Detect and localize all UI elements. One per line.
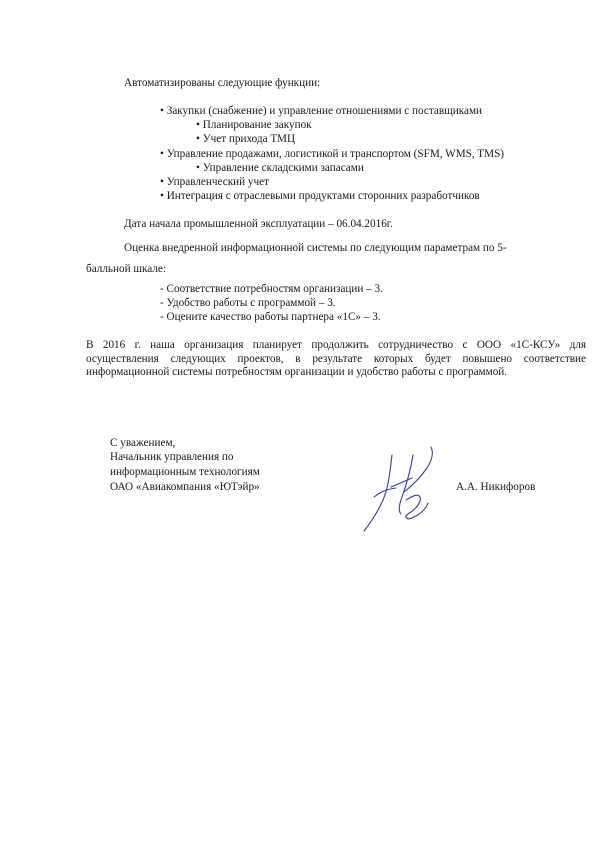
signer-name: А.А. Никифоров xyxy=(456,481,536,493)
functions-intro: Автоматизированы следующие функции: xyxy=(124,77,321,89)
plans-paragraph: В 2016 г. наша организация планирует продолжить сотрудничество с ООО «1С-КСУ» для осуществления следующих проектов, в результате которых будет повышено соответствие информационной системы потребностям организации и удобство работы с программой. xyxy=(86,339,586,378)
function-subitem: • Учет прихода ТМЦ xyxy=(196,133,296,145)
position-line-1: Начальник управления по xyxy=(110,451,234,463)
organization-line: ОАО «Авиакомпания «ЮТэйр» xyxy=(110,481,260,493)
function-subitem: • Управление складскими запасами xyxy=(196,162,364,174)
rating-item: - Соответствие потребностям организации – 3. xyxy=(160,283,383,295)
function-item: • Управленческий учет xyxy=(160,176,269,188)
function-item: • Интеграция с отраслевыми продуктами сторонних разработчиков xyxy=(160,190,480,202)
regards-line: С уважением, xyxy=(110,437,176,449)
function-item: • Закупки (снабжение) и управление отношениями с поставщиками xyxy=(160,105,483,117)
rating-item: - Оцените качество работы партнера «1С» – 3. xyxy=(160,311,381,323)
evaluation-line-2: балльной шкале: xyxy=(86,263,166,275)
position-line-2: информационным технологиям xyxy=(110,466,260,478)
function-subitem: • Планирование закупок xyxy=(196,119,312,131)
evaluation-line-1: Оценка внедренной информационной системы по следующим параметрам по 5- xyxy=(124,242,507,254)
rating-item: - Удобство работы с программой – 3. xyxy=(160,297,336,309)
function-item: • Управление продажами, логистикой и транспортом (SFM, WMS, TMS) xyxy=(160,148,505,160)
start-date-line: Дата начала промышленной эксплуатации – 06.04.2016г. xyxy=(124,218,393,230)
